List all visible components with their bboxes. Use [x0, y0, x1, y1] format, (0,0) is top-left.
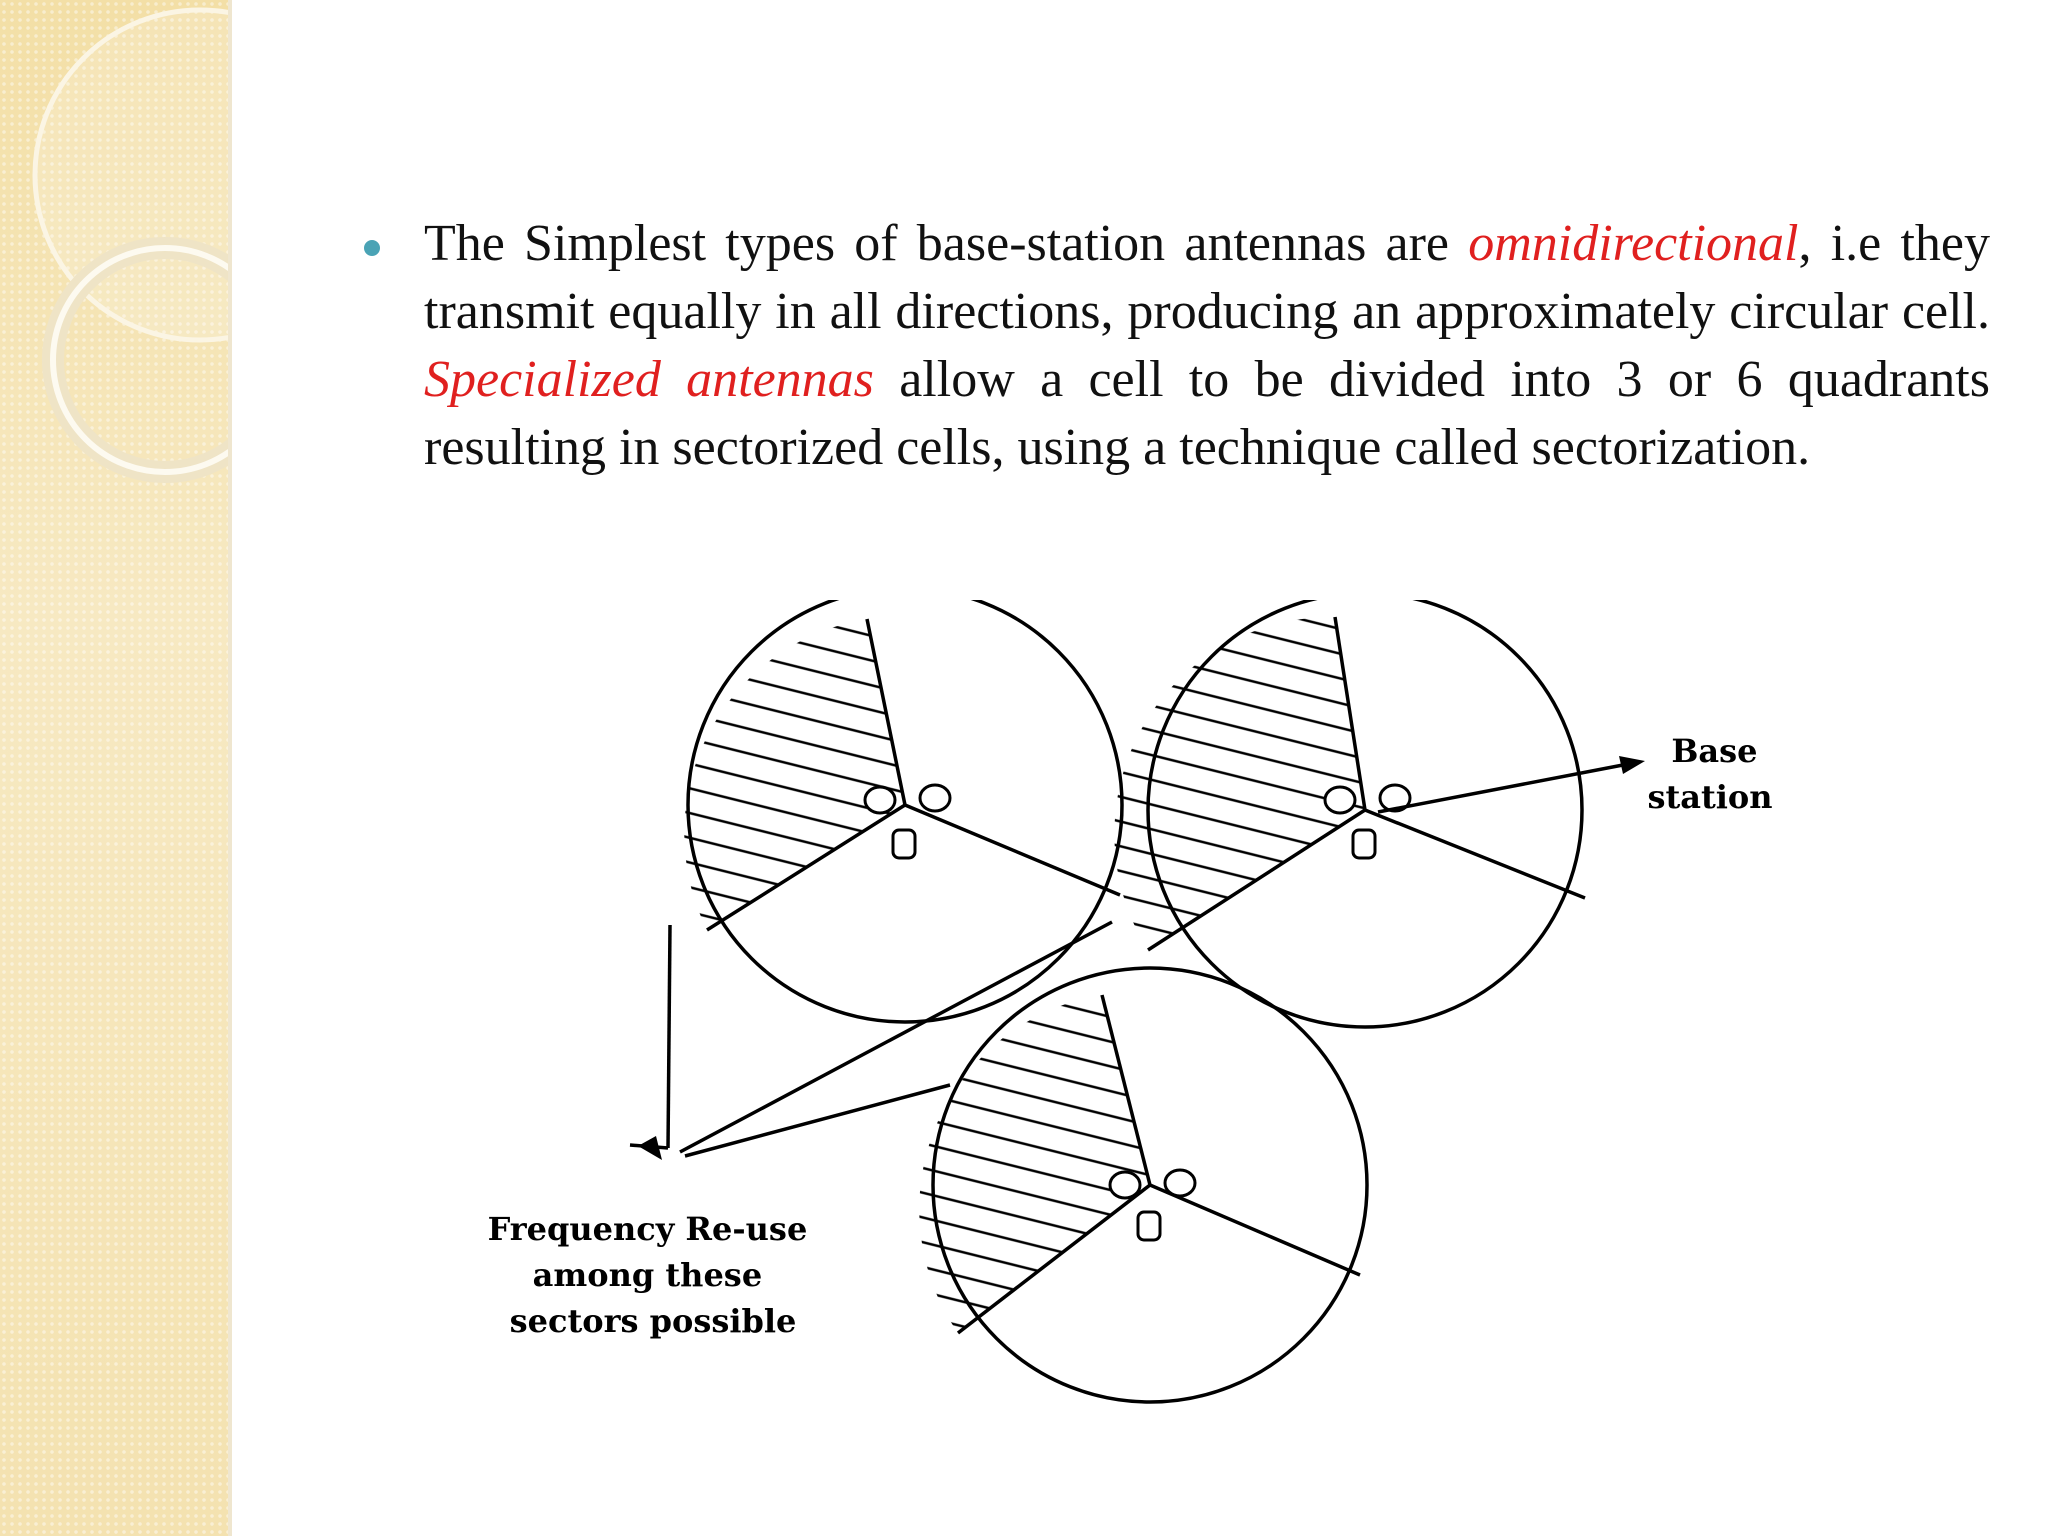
- sidebar-edge: [228, 0, 232, 1536]
- highlight-specialized-antennas: Specialized antennas: [424, 351, 874, 408]
- cell-2: [1114, 600, 1585, 1027]
- bullet-dot-icon: [364, 240, 380, 256]
- text-part-3: allow a cell to be divided into 3 or 6 quadrants resulting in sectorized cells, using a technique called sectorization.: [424, 351, 1990, 476]
- text-part-1: The Simplest types of base-station antennas are: [424, 215, 1469, 272]
- highlight-omnidirectional: omnidirectional: [1468, 215, 1799, 272]
- base-station-pointer: [1378, 756, 1645, 812]
- bullet-paragraph: [424, 210, 1990, 482]
- cell-3: [919, 968, 1367, 1402]
- slide-body: [350, 210, 1990, 482]
- label-frequency-reuse: Frequency Re-use among these sectors possible: [487, 1210, 808, 1340]
- text-part-2: , i.e they transmit equally in all directions, producing an approximately circular cell.: [424, 215, 1990, 340]
- label-base-station: Base station: [1647, 732, 1773, 816]
- cell-1: [684, 600, 1122, 1022]
- decorative-rings: [0, 0, 228, 1536]
- decorative-sidebar: [0, 0, 228, 1536]
- sectorization-diagram: [480, 600, 1800, 1480]
